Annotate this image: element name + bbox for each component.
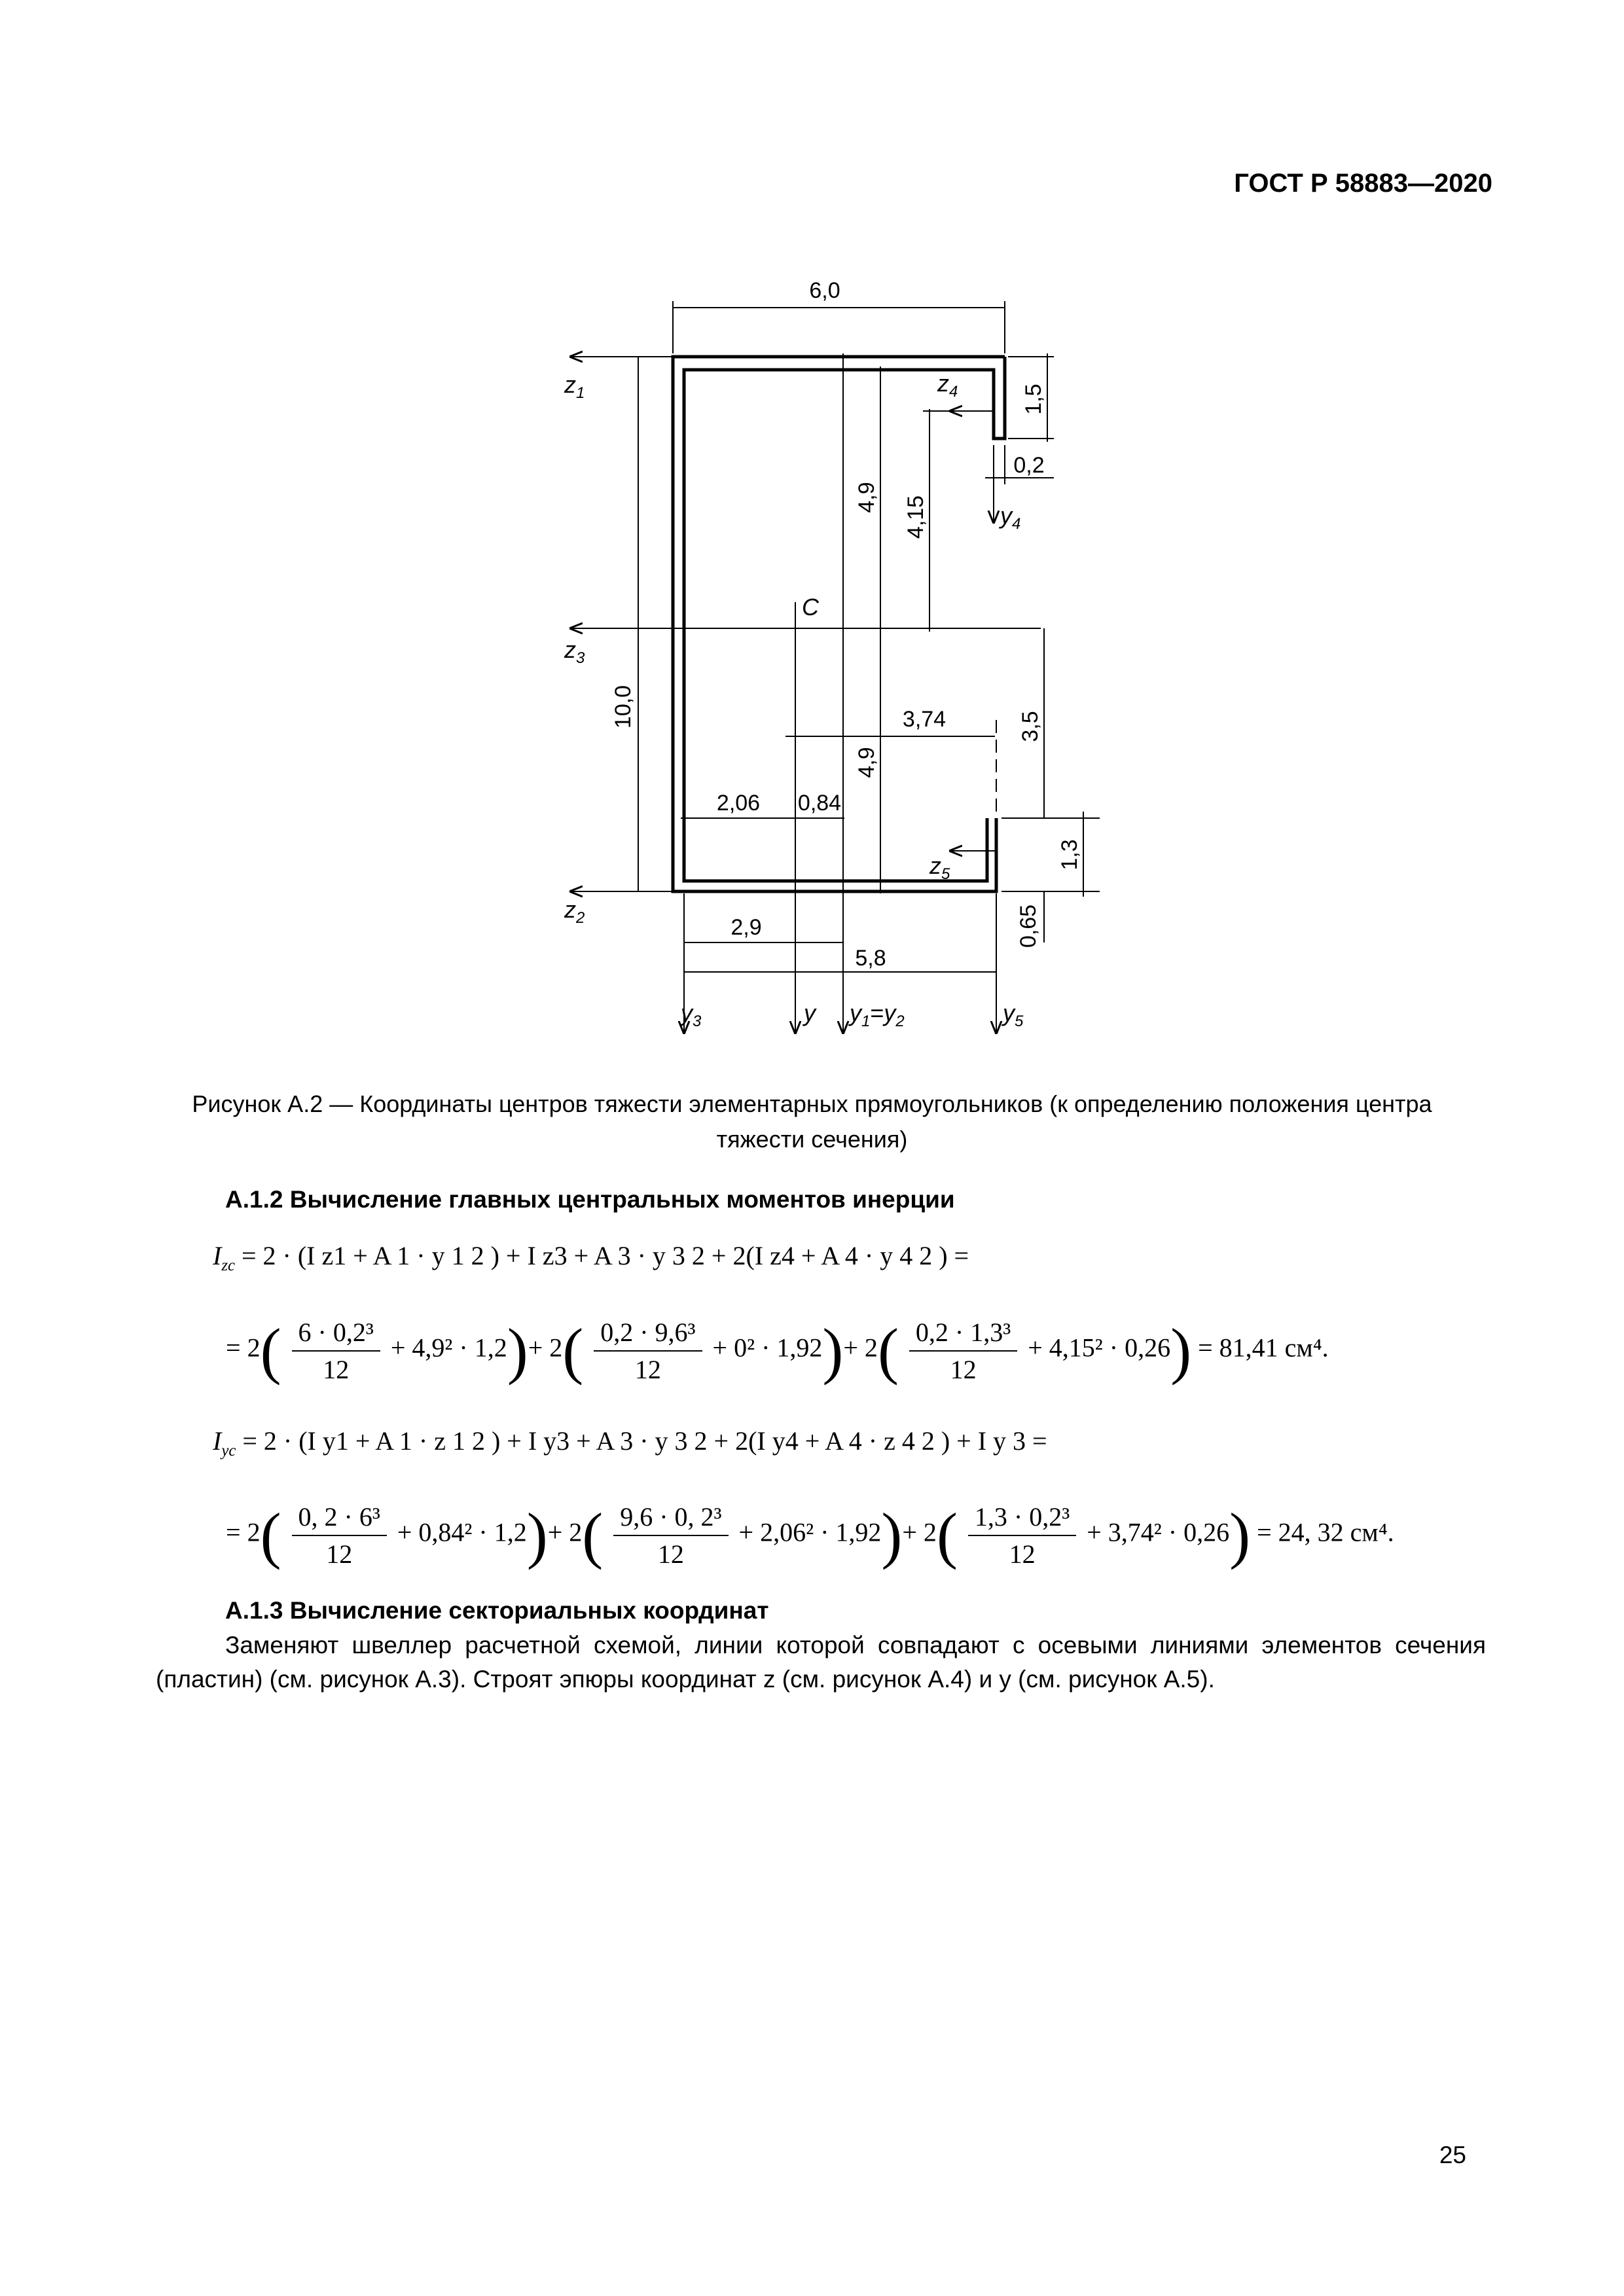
formula-iyc-rhs: = 2 · (I y1 + A 1 · z 1 2 ) + I y3 + A 3 · y 3 2 + 2(I y4 + A 4 · z 4 2 ) + I y 3 = (242, 1426, 1047, 1456)
section-heading-a13: А.1.3 Вычисление секториальных координат (225, 1597, 769, 1624)
formula-iyc-evaluation: = 2( $\frac{\text{0, 2 · 6³}}{12}$ + 0,84² · 1,2)+ 2( $\frac{\text{9,6 · 0, 2³}}{12}$ + 2,06² · 1,92)+ 2( $\frac{\text{1,3 · 0,2³}}{12}$ + 3,74² · 0,26) = 24, 32 см⁴. (226, 1500, 1394, 1570)
dim-bottom-lip-gap: 0,65 (1016, 904, 1041, 948)
axis-y5: $y_5$ (1003, 999, 1024, 1030)
dim-lip-center-offset: 4,15 (903, 495, 928, 539)
axis-z4: $z_4$ (937, 370, 958, 401)
axis-c: C (802, 594, 819, 620)
dim-half-width: 2,9 (731, 915, 762, 940)
dim-web-lower: 4,9 (854, 747, 879, 778)
dim-lip-top: 1,5 (1021, 384, 1046, 415)
axis-y: y (804, 999, 816, 1026)
axis-z3: $z_3$ (564, 636, 585, 667)
page-number: 25 (1439, 2142, 1466, 2168)
axis-y3: $y_3$ (681, 999, 702, 1030)
dim-height: 10,0 (611, 685, 636, 729)
formula-izc-definition: $I_{zc} = 2 \cdot (I$ z1 + A 1 · y 1 2 ) + I z3 + A 3 · y 3 2 + 2(I z4 + A 4 · y 4 2 ) = (213, 1241, 969, 1274)
dim-bottom-width: 5,8 (855, 946, 886, 971)
dim-web-upper: 4,9 (854, 482, 879, 513)
axis-y4: $y_4$ (1000, 502, 1021, 533)
axis-z2: $z_2$ (564, 896, 585, 927)
formula-izc-rhs: = 2 · (I z1 + A 1 · y 1 2 ) + I z3 + A 3 · y 3 2 + 2(I z4 + A 4 · y 4 2 ) = (241, 1241, 969, 1270)
dim-y-to-y1: 0,84 (797, 791, 842, 816)
dim-lower-lip-span: 3,5 (1018, 711, 1043, 742)
dim-y3-to-y: 2,06 (716, 791, 761, 816)
dim-z5-offset: 3,74 (902, 707, 947, 732)
dimension-labels (611, 278, 1082, 971)
dim-top-width: 6,0 (809, 278, 840, 303)
axis-z5: $z_5$ (929, 852, 950, 883)
axis-y1-y2: $y_1=y_2$ (850, 999, 905, 1030)
dim-lip-bottom: 1,3 (1057, 839, 1082, 870)
section-heading-a12: А.1.2 Вычисление главных центральных моментов инерции (225, 1186, 955, 1213)
dim-lip-thickness: 0,2 (1013, 453, 1045, 478)
formula-iyc-definition: $I_{yc} = 2 \cdot (I$ y1 + A 1 · z 1 2 ) + I y3 + A 3 · y 3 2 + 2(I y4 + A 4 · z 4 2 ) + I y 3 = (213, 1426, 1047, 1460)
document-header: ГОСТ Р 58883—2020 (1234, 169, 1492, 198)
axis-z1: $z_1$ (564, 371, 585, 402)
formula-izc-evaluation: = 2( $\frac{\text{6 · 0,2³}}{12}$ + 4,9² · 1,2)+ 2( $\frac{\text{0,2 · 9,6³}}{12}$ + 0² · 1,92)+ 2( $\frac{\text{0,2 · 1,3³}}{12}$ + 4,15² · 0,26) = 81,41 см⁴. (226, 1316, 1329, 1386)
figure-caption: Рисунок А.2 — Координаты центров тяжести элементарных прямоугольников (к определению положения центра тяжести сечения) (192, 1090, 1432, 1153)
section-a13-paragraph: Заменяют швеллер расчетной схемой, линии которой совпадают с осевыми линиями элементов сечения (пластин) (см. рисунок А.3). Строят эпюры координат z (см. рисунок А.4) и y (см. рисунок А.5). (156, 1632, 1486, 1693)
